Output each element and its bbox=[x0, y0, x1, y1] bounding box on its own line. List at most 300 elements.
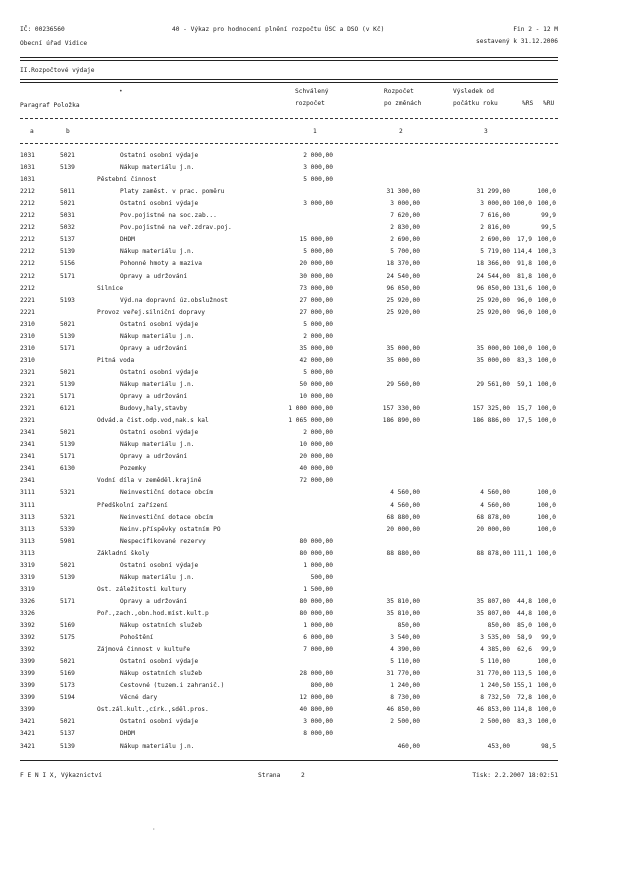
row-schvaleny: 72 000,00 bbox=[299, 477, 333, 485]
row-vysledek: 35 807,00 bbox=[476, 597, 510, 605]
col-schvaleny-1: Schválený bbox=[295, 88, 329, 95]
row-paragraf: 2341 bbox=[20, 465, 35, 473]
row-rozpocet: 850,00 bbox=[397, 622, 420, 629]
row-name: Pitná voda bbox=[97, 356, 135, 364]
row-schvaleny: 5 000,00 bbox=[303, 320, 333, 328]
row-polozka: 5156 bbox=[60, 260, 75, 268]
row-polozka: 5901 bbox=[60, 537, 75, 545]
row-polozka: 5173 bbox=[60, 682, 75, 690]
row-polozka: 5032 bbox=[60, 224, 75, 232]
row-schvaleny: 1 000 000,00 bbox=[288, 405, 333, 413]
form-code: Fin 2 - 12 M bbox=[513, 26, 558, 33]
row-polozka: 5021 bbox=[60, 718, 75, 726]
row-pct-rs: 111,1 bbox=[513, 549, 532, 557]
row-vysledek: 31 770,00 bbox=[476, 670, 510, 678]
row-pct-rs: 62,6 bbox=[517, 646, 532, 653]
row-rozpocet: 4 390,00 bbox=[390, 646, 420, 653]
row-pct-ru: 100,0 bbox=[537, 356, 556, 364]
row-name: Předškolní zařízení bbox=[97, 501, 168, 509]
row-pct-ru: 100,0 bbox=[537, 609, 556, 617]
row-paragraf: 3319 bbox=[20, 561, 35, 569]
row-rozpocet: 186 890,00 bbox=[382, 417, 420, 425]
scan-speck: • bbox=[119, 88, 123, 95]
row-name: Nákup materiálu j.n. bbox=[120, 381, 195, 388]
row-name: Věcné dary bbox=[120, 694, 158, 702]
row-polozka: 6121 bbox=[60, 405, 75, 413]
row-name: Provoz veřej.silniční dopravy bbox=[97, 308, 206, 316]
col-vysledek-1: Výsledek od bbox=[453, 88, 494, 95]
row-paragraf: 3421 bbox=[20, 742, 35, 750]
row-rozpocet: 29 560,00 bbox=[386, 381, 420, 388]
row-polozka: 5194 bbox=[60, 694, 75, 702]
row-paragraf: 2212 bbox=[20, 284, 35, 292]
row-polozka: 5139 bbox=[60, 742, 75, 750]
row-polozka: 5137 bbox=[60, 730, 75, 738]
row-pct-rs: 91,8 bbox=[517, 260, 532, 268]
row-name: DHDM bbox=[120, 730, 135, 738]
row-paragraf: 3399 bbox=[20, 694, 35, 702]
row-vysledek: 157 325,00 bbox=[472, 405, 510, 413]
row-name: Základní školy bbox=[97, 549, 150, 557]
row-vysledek: 5 719,00 bbox=[480, 248, 510, 256]
row-schvaleny: 3 000,00 bbox=[303, 164, 333, 172]
row-schvaleny: 10 000,00 bbox=[299, 441, 333, 449]
row-name: Zájmová činnost v kultuře bbox=[97, 646, 191, 653]
row-name: Opravy a udržování bbox=[120, 393, 188, 400]
col-1: 1 bbox=[313, 128, 317, 135]
row-pct-rs: 96,0 bbox=[517, 296, 532, 304]
row-paragraf: 2321 bbox=[20, 417, 35, 425]
row-schvaleny: 27 000,00 bbox=[299, 308, 333, 316]
row-pct-ru: 100,0 bbox=[537, 706, 556, 714]
row-schvaleny: 1 000,00 bbox=[303, 561, 333, 569]
row-pct-ru: 100,0 bbox=[537, 670, 556, 678]
row-vysledek: 2 500,00 bbox=[480, 718, 510, 726]
row-schvaleny: 500,00 bbox=[310, 573, 333, 581]
footer-software: F E N I X, Výkaznictví bbox=[20, 772, 102, 779]
row-schvaleny: 27 000,00 bbox=[299, 296, 333, 304]
row-name: Ostatní osobní výdaje bbox=[120, 200, 199, 208]
row-name: Ostatní osobní výdaje bbox=[120, 718, 199, 726]
row-vysledek: 25 920,00 bbox=[476, 296, 510, 304]
row-rozpocet: 24 540,00 bbox=[386, 272, 420, 280]
row-pct-ru: 98,5 bbox=[541, 742, 556, 750]
row-polozka: 5171 bbox=[60, 453, 75, 461]
row-polozka: 5021 bbox=[60, 320, 75, 328]
row-name: Ostatní osobní výdaje bbox=[120, 152, 199, 159]
row-pct-ru: 100,0 bbox=[537, 236, 556, 244]
row-paragraf: 2212 bbox=[20, 260, 35, 268]
row-polozka: 5171 bbox=[60, 393, 75, 400]
row-vysledek: 29 561,00 bbox=[476, 381, 510, 388]
row-polozka: 5139 bbox=[60, 332, 75, 340]
row-polozka: 5021 bbox=[60, 152, 75, 159]
row-paragraf: 2212 bbox=[20, 200, 35, 208]
row-name: Ostatní osobní výdaje bbox=[120, 658, 199, 666]
row-paragraf: 3111 bbox=[20, 489, 35, 497]
row-name: Cestovné (tuzem.i zahranič.) bbox=[120, 682, 225, 690]
row-rozpocet: 35 000,00 bbox=[386, 344, 420, 352]
row-vysledek: 24 544,00 bbox=[476, 272, 510, 280]
row-schvaleny: 2 000,00 bbox=[303, 429, 333, 437]
row-paragraf: 3326 bbox=[20, 609, 35, 617]
row-pct-rs: 155,1 bbox=[513, 682, 532, 690]
row-schvaleny: 2 000,00 bbox=[303, 152, 333, 159]
row-pct-rs: 100,0 bbox=[513, 200, 532, 208]
row-name: Budovy,haly,stavby bbox=[120, 405, 188, 413]
row-name: Nákup materiálu j.n. bbox=[120, 332, 195, 340]
row-rozpocet: 68 880,00 bbox=[386, 513, 420, 521]
row-paragraf: 3421 bbox=[20, 730, 35, 738]
row-pct-ru: 99,5 bbox=[541, 224, 556, 232]
row-pct-ru: 99,9 bbox=[541, 212, 556, 220]
report-date: sestavený k 31.12.2006 bbox=[476, 38, 558, 45]
row-paragraf: 2310 bbox=[20, 332, 35, 340]
row-schvaleny: 42 000,00 bbox=[299, 356, 333, 364]
row-name: Ostatní osobní výdaje bbox=[120, 368, 199, 376]
row-paragraf: 3399 bbox=[20, 670, 35, 678]
row-polozka: 5021 bbox=[60, 561, 75, 569]
row-rozpocet: 35 810,00 bbox=[386, 597, 420, 605]
row-paragraf: 2310 bbox=[20, 344, 35, 352]
row-pct-ru: 100,0 bbox=[537, 718, 556, 726]
row-name: Pozemky bbox=[120, 465, 147, 473]
row-name: Nákup materiálu j.n. bbox=[120, 164, 195, 172]
row-paragraf: 2212 bbox=[20, 272, 35, 280]
row-pct-rs: 83,3 bbox=[517, 356, 532, 364]
row-name: Pohoštění bbox=[120, 634, 154, 641]
col-a: a bbox=[30, 128, 34, 135]
row-paragraf: 2212 bbox=[20, 188, 35, 196]
row-schvaleny: 800,00 bbox=[310, 682, 333, 690]
row-vysledek: 25 920,00 bbox=[476, 308, 510, 316]
row-paragraf: 2310 bbox=[20, 356, 35, 364]
row-name: Ostatní osobní výdaje bbox=[120, 429, 199, 437]
row-pct-rs: 72,8 bbox=[517, 694, 532, 702]
row-paragraf: 3399 bbox=[20, 658, 35, 666]
row-vysledek: 3 000,00 bbox=[480, 200, 510, 208]
row-schvaleny: 10 000,00 bbox=[299, 393, 333, 400]
row-polozka: 5021 bbox=[60, 429, 75, 437]
row-pct-rs: 96,0 bbox=[517, 308, 532, 316]
row-rozpocet: 157 330,00 bbox=[382, 405, 420, 413]
row-rozpocet: 35 000,00 bbox=[386, 356, 420, 364]
row-pct-rs: 59,1 bbox=[517, 381, 532, 388]
row-polozka: 5339 bbox=[60, 525, 75, 533]
row-schvaleny: 30 000,00 bbox=[299, 272, 333, 280]
row-paragraf: 3392 bbox=[20, 634, 35, 641]
row-name: Pov.pojistné na soc.zab... bbox=[120, 212, 217, 220]
row-vysledek: 7 616,00 bbox=[480, 212, 510, 220]
row-paragraf: 3319 bbox=[20, 585, 35, 593]
row-schvaleny: 8 000,00 bbox=[303, 730, 333, 738]
row-pct-rs: 44,8 bbox=[517, 609, 532, 617]
row-paragraf: 3113 bbox=[20, 513, 35, 521]
row-paragraf: 2321 bbox=[20, 381, 35, 388]
col-rozpocet-1: Rozpočet bbox=[384, 88, 414, 95]
row-vysledek: 4 560,00 bbox=[480, 489, 510, 497]
row-pct-rs: 113,5 bbox=[513, 670, 532, 678]
row-pct-ru: 100,0 bbox=[537, 308, 556, 316]
row-schvaleny: 5 000,00 bbox=[303, 248, 333, 256]
row-name: Nespecifikované rezervy bbox=[120, 537, 206, 545]
row-polozka: 5139 bbox=[60, 164, 75, 172]
row-polozka: 5169 bbox=[60, 622, 75, 629]
row-name: Silnice bbox=[97, 284, 124, 292]
row-name: Platy zaměst. v prac. poměru bbox=[120, 188, 225, 196]
col-paragraf-polozka: Paragraf Položka bbox=[20, 102, 80, 109]
row-schvaleny: 15 000,00 bbox=[299, 236, 333, 244]
row-rozpocet: 2 500,00 bbox=[390, 718, 420, 726]
section-title: II.Rozpočtové výdaje bbox=[20, 67, 95, 74]
row-paragraf: 2212 bbox=[20, 212, 35, 220]
footer-page-label: Strana bbox=[258, 772, 281, 779]
row-paragraf: 2341 bbox=[20, 441, 35, 449]
row-polozka: 5139 bbox=[60, 573, 75, 581]
ic-number: IČ: 00236560 bbox=[20, 26, 65, 33]
row-polozka: 5321 bbox=[60, 489, 75, 497]
row-rozpocet: 5 110,00 bbox=[390, 658, 420, 666]
row-polozka: 5031 bbox=[60, 212, 75, 220]
row-vysledek: 35 807,00 bbox=[476, 609, 510, 617]
row-pct-ru: 100,0 bbox=[537, 272, 556, 280]
row-rozpocet: 31 300,00 bbox=[386, 188, 420, 196]
row-pct-ru: 100,0 bbox=[537, 260, 556, 268]
row-name: Opravy a udržování bbox=[120, 272, 188, 280]
row-schvaleny: 1 065 000,00 bbox=[288, 417, 333, 425]
row-rozpocet: 460,00 bbox=[397, 742, 420, 750]
row-rozpocet: 25 920,00 bbox=[386, 296, 420, 304]
row-pct-ru: 100,0 bbox=[537, 200, 556, 208]
col-b: b bbox=[66, 128, 70, 135]
row-rozpocet: 18 370,00 bbox=[386, 260, 420, 268]
row-pct-ru: 100,3 bbox=[537, 248, 556, 256]
row-pct-ru: 100,0 bbox=[537, 284, 556, 292]
row-pct-rs: 131,6 bbox=[513, 284, 532, 292]
col-2: 2 bbox=[399, 128, 403, 135]
row-pct-rs: 17,9 bbox=[517, 236, 532, 244]
row-vysledek: 20 000,00 bbox=[476, 525, 510, 533]
row-vysledek: 18 366,00 bbox=[476, 260, 510, 268]
row-name: Výd.na dopravní úz.obslužnost bbox=[120, 296, 229, 304]
footer-rule bbox=[20, 760, 558, 761]
row-schvaleny: 80 000,00 bbox=[299, 597, 333, 605]
row-pct-ru: 100,0 bbox=[537, 405, 556, 413]
row-pct-rs: 58,9 bbox=[517, 634, 532, 641]
row-vysledek: 35 000,00 bbox=[476, 344, 510, 352]
row-pct-rs: 81,8 bbox=[517, 272, 532, 280]
row-vysledek: 96 050,00 bbox=[476, 284, 510, 292]
row-rozpocet: 4 560,00 bbox=[390, 501, 420, 509]
row-rozpocet: 46 850,00 bbox=[386, 706, 420, 714]
row-pct-rs: 114,4 bbox=[513, 248, 532, 256]
row-paragraf: 3392 bbox=[20, 646, 35, 653]
row-paragraf: 2221 bbox=[20, 308, 35, 316]
row-polozka: 5193 bbox=[60, 296, 75, 304]
row-vysledek: 3 535,00 bbox=[480, 634, 510, 641]
row-name: Opravy a udržování bbox=[120, 597, 188, 605]
row-polozka: 6130 bbox=[60, 465, 75, 473]
row-polozka: 5171 bbox=[60, 272, 75, 280]
row-polozka: 5321 bbox=[60, 513, 75, 521]
row-rozpocet: 35 810,00 bbox=[386, 609, 420, 617]
row-name: Pov.pojistné na veř.zdrav.poj. bbox=[120, 224, 232, 232]
col-3: 3 bbox=[484, 128, 488, 135]
row-name: Neinvestiční dotace obcím bbox=[120, 489, 214, 497]
row-paragraf: 3399 bbox=[20, 682, 35, 690]
row-name: DHDM bbox=[120, 236, 135, 244]
row-schvaleny: 1 000,00 bbox=[303, 622, 333, 629]
row-schvaleny: 1 500,00 bbox=[303, 585, 333, 593]
row-schvaleny: 40 000,00 bbox=[299, 465, 333, 473]
row-paragraf: 2212 bbox=[20, 248, 35, 256]
row-rozpocet: 2 830,00 bbox=[390, 224, 420, 232]
row-pct-ru: 100,0 bbox=[537, 296, 556, 304]
row-vysledek: 35 000,00 bbox=[476, 356, 510, 364]
row-rozpocet: 88 880,00 bbox=[386, 549, 420, 557]
row-paragraf: 2321 bbox=[20, 393, 35, 400]
row-pct-ru: 100,0 bbox=[537, 188, 556, 196]
row-schvaleny: 6 000,00 bbox=[303, 634, 333, 641]
row-vysledek: 186 886,00 bbox=[472, 417, 510, 425]
row-paragraf: 2212 bbox=[20, 236, 35, 244]
row-pct-rs: 17,5 bbox=[517, 417, 532, 425]
row-rozpocet: 7 620,00 bbox=[390, 212, 420, 220]
row-paragraf: 2212 bbox=[20, 224, 35, 232]
row-paragraf: 3421 bbox=[20, 718, 35, 726]
row-rozpocet: 3 000,00 bbox=[390, 200, 420, 208]
row-name: Nákup ostatních služeb bbox=[120, 622, 202, 629]
row-name: Pohonné hmoty a maziva bbox=[120, 260, 202, 268]
row-paragraf: 1031 bbox=[20, 164, 35, 172]
row-paragraf: 2321 bbox=[20, 405, 35, 413]
row-paragraf: 2341 bbox=[20, 453, 35, 461]
row-name: Opravy a udržování bbox=[120, 453, 188, 461]
row-name: Poř.,zach.,obn.hod.míst.kult.p bbox=[97, 609, 209, 617]
row-vysledek: 850,00 bbox=[487, 622, 510, 629]
row-name: Odvád.a čist.odp.vod,nak.s kal bbox=[97, 417, 209, 425]
row-paragraf: 2221 bbox=[20, 296, 35, 304]
row-pct-ru: 100,0 bbox=[537, 525, 556, 533]
row-schvaleny: 2 000,00 bbox=[303, 332, 333, 340]
row-polozka: 5139 bbox=[60, 248, 75, 256]
row-name: Nákup materiálu j.n. bbox=[120, 742, 195, 750]
col-ru: %RU bbox=[543, 100, 555, 107]
col-schvaleny-2: rozpočet bbox=[295, 100, 325, 107]
row-schvaleny: 80 000,00 bbox=[299, 609, 333, 617]
row-pct-rs: 15,7 bbox=[517, 405, 532, 413]
col-rs: %RS bbox=[522, 100, 534, 107]
row-pct-ru: 100,0 bbox=[537, 549, 556, 557]
row-paragraf: 3113 bbox=[20, 537, 35, 545]
row-name: Nákup materiálu j.n. bbox=[120, 441, 195, 449]
row-pct-ru: 100,0 bbox=[537, 381, 556, 388]
row-paragraf: 2321 bbox=[20, 368, 35, 376]
row-paragraf: 3319 bbox=[20, 573, 35, 581]
row-polozka: 5175 bbox=[60, 634, 75, 641]
row-pct-ru: 100,0 bbox=[537, 489, 556, 497]
row-name: Nákup materiálu j.n. bbox=[120, 248, 195, 256]
row-vysledek: 2 690,00 bbox=[480, 236, 510, 244]
row-rozpocet: 4 560,00 bbox=[390, 489, 420, 497]
row-vysledek: 31 299,00 bbox=[476, 188, 510, 196]
row-schvaleny: 12 000,00 bbox=[299, 694, 333, 702]
row-schvaleny: 80 000,00 bbox=[299, 549, 333, 557]
row-pct-ru: 100,0 bbox=[537, 513, 556, 521]
row-name: Nákup ostatních služeb bbox=[120, 670, 202, 678]
row-pct-ru: 100,0 bbox=[537, 622, 556, 629]
row-paragraf: 3113 bbox=[20, 525, 35, 533]
row-schvaleny: 3 000,00 bbox=[303, 718, 333, 726]
row-name: Ostatní osobní výdaje bbox=[120, 561, 199, 569]
row-name: Ost. záležitosti kultury bbox=[97, 585, 187, 593]
row-polozka: 5011 bbox=[60, 188, 75, 196]
row-paragraf: 1031 bbox=[20, 176, 35, 184]
row-pct-ru: 99,9 bbox=[541, 634, 556, 641]
row-pct-ru: 100,0 bbox=[537, 344, 556, 352]
row-pct-ru: 100,0 bbox=[537, 658, 556, 666]
row-rozpocet: 2 690,00 bbox=[390, 236, 420, 244]
row-schvaleny: 73 000,00 bbox=[299, 284, 333, 292]
row-paragraf: 3111 bbox=[20, 501, 35, 509]
row-vysledek: 4 560,00 bbox=[480, 501, 510, 509]
row-pct-ru: 100,0 bbox=[537, 682, 556, 690]
row-name: Vodní díla v zeměděl.krajině bbox=[97, 477, 202, 485]
row-schvaleny: 20 000,00 bbox=[299, 260, 333, 268]
footer-page-number: 2 bbox=[301, 772, 305, 779]
row-vysledek: 46 853,00 bbox=[476, 706, 510, 714]
row-rozpocet: 20 000,00 bbox=[386, 525, 420, 533]
row-name: Pěstební činnost bbox=[97, 176, 157, 184]
row-rozpocet: 1 240,00 bbox=[390, 682, 420, 690]
row-rozpocet: 3 540,00 bbox=[390, 634, 420, 641]
row-pct-ru: 100,0 bbox=[537, 501, 556, 509]
row-pct-rs: 100,0 bbox=[513, 344, 532, 352]
row-polozka: 5139 bbox=[60, 381, 75, 388]
row-paragraf: 3113 bbox=[20, 549, 35, 557]
row-vysledek: 8 732,50 bbox=[480, 694, 510, 702]
col-vysledek-2: počátku roku bbox=[453, 100, 498, 107]
row-name: Opravy a udržování bbox=[120, 344, 188, 352]
row-polozka: 5021 bbox=[60, 368, 75, 376]
row-schvaleny: 7 000,00 bbox=[303, 646, 333, 653]
footer-print-time: Tisk: 2.2.2007 18:02:51 bbox=[472, 772, 558, 779]
row-pct-rs: 83,3 bbox=[517, 718, 532, 726]
row-paragraf: 3326 bbox=[20, 597, 35, 605]
row-vysledek: 88 878,00 bbox=[476, 549, 510, 557]
col-rozpocet-2: po změnách bbox=[384, 100, 422, 107]
row-polozka: 5021 bbox=[60, 200, 75, 208]
row-schvaleny: 3 000,00 bbox=[303, 200, 333, 208]
row-rozpocet: 8 730,00 bbox=[390, 694, 420, 702]
row-pct-rs: 85,0 bbox=[517, 622, 532, 629]
row-polozka: 5137 bbox=[60, 236, 75, 244]
row-name: Ost.zál.kult.,círk.,sděl.pros. bbox=[97, 706, 209, 714]
row-polozka: 5139 bbox=[60, 441, 75, 449]
row-schvaleny: 28 000,00 bbox=[299, 670, 333, 678]
row-vysledek: 1 240,50 bbox=[480, 682, 510, 690]
row-name: Neinv.příspěvky ostatním PO bbox=[120, 525, 221, 533]
row-paragraf: 3399 bbox=[20, 706, 35, 714]
row-pct-ru: 100,0 bbox=[537, 597, 556, 605]
row-schvaleny: 50 000,00 bbox=[299, 381, 333, 388]
row-schvaleny: 80 000,00 bbox=[299, 537, 333, 545]
row-pct-ru: 100,0 bbox=[537, 694, 556, 702]
row-paragraf: 3392 bbox=[20, 622, 35, 629]
row-polozka: 5171 bbox=[60, 597, 75, 605]
row-vysledek: 453,00 bbox=[487, 742, 510, 750]
row-paragraf: 2310 bbox=[20, 320, 35, 328]
